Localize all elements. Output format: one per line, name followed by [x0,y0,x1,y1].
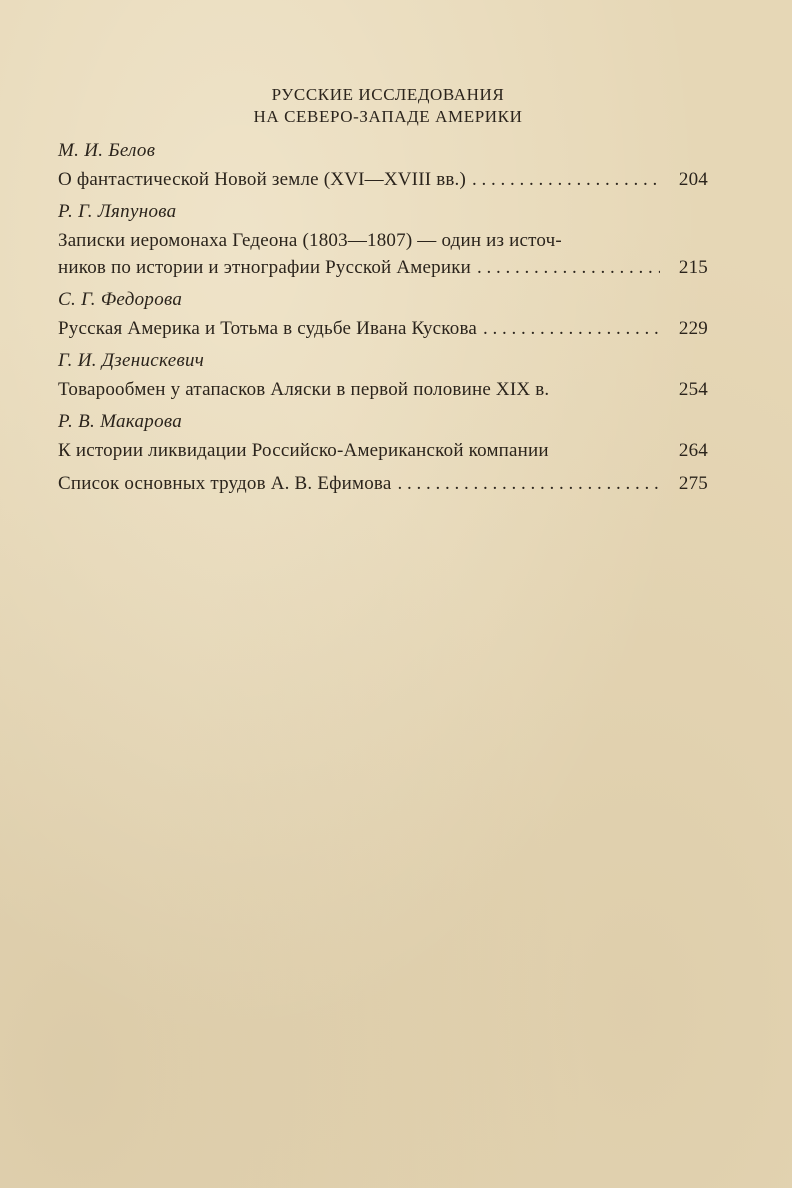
entry-title: К истории ликвидации Российско-Американской компании [58,440,549,461]
toc-entry [58,470,708,497]
entry-title: Русская Америка и Тотьма в судьбе Ивана Кускова [58,318,478,339]
toc-entry [58,409,708,464]
entry-title-line [58,437,708,464]
entry-page-number: 229 [678,318,708,339]
leader-dots [477,315,660,342]
entry-title-line [58,376,708,403]
entry-author: Р. Г. Ляпунова [58,201,177,222]
leader-dots [471,254,660,281]
entry-title: Записки иеромонаха Гедеона (1803—1807) — один из источ- [58,230,562,251]
entry-title-line [58,227,708,254]
entry-page-number: 275 [678,473,708,494]
entry-page-number: 264 [678,440,708,461]
toc-entry [58,138,708,193]
entry-title-continued: ников по истории и этнографии Русской Америки [58,257,472,278]
toc-entry [58,199,708,281]
entry-title-line [58,315,708,342]
entry-title-line [58,166,708,193]
entry-title: О фантастической Новой земле (XVI—XVIII вв.) [58,169,467,190]
entry-page-number: 215 [678,257,708,278]
entry-page-number: 254 [678,379,708,400]
section-title-line-1: РУССКИЕ ИССЛЕДОВАНИЯ [271,85,505,104]
table-of-contents [58,84,708,497]
leader-dots [391,470,660,497]
entry-author: М. И. Белов [58,140,156,161]
entry-author: Р. В. Макарова [58,411,183,432]
section-title [58,84,708,128]
entry-title: Список основных трудов А. В. Ефимова [58,473,392,494]
toc-entry [58,348,708,403]
entry-title: Товарообмен у атапасков Аляски в первой половине XIX в. [58,379,550,400]
entry-title-line [58,254,708,281]
toc-entry [58,287,708,342]
section-title-line-2: НА СЕВЕРО-ЗАПАДЕ АМЕРИКИ [253,107,523,126]
entry-title-line [58,470,708,497]
entry-author: Г. И. Дзенискевич [58,350,205,371]
leader-dots [466,166,660,193]
entry-author: С. Г. Федорова [58,289,183,310]
entry-page-number: 204 [678,169,708,190]
